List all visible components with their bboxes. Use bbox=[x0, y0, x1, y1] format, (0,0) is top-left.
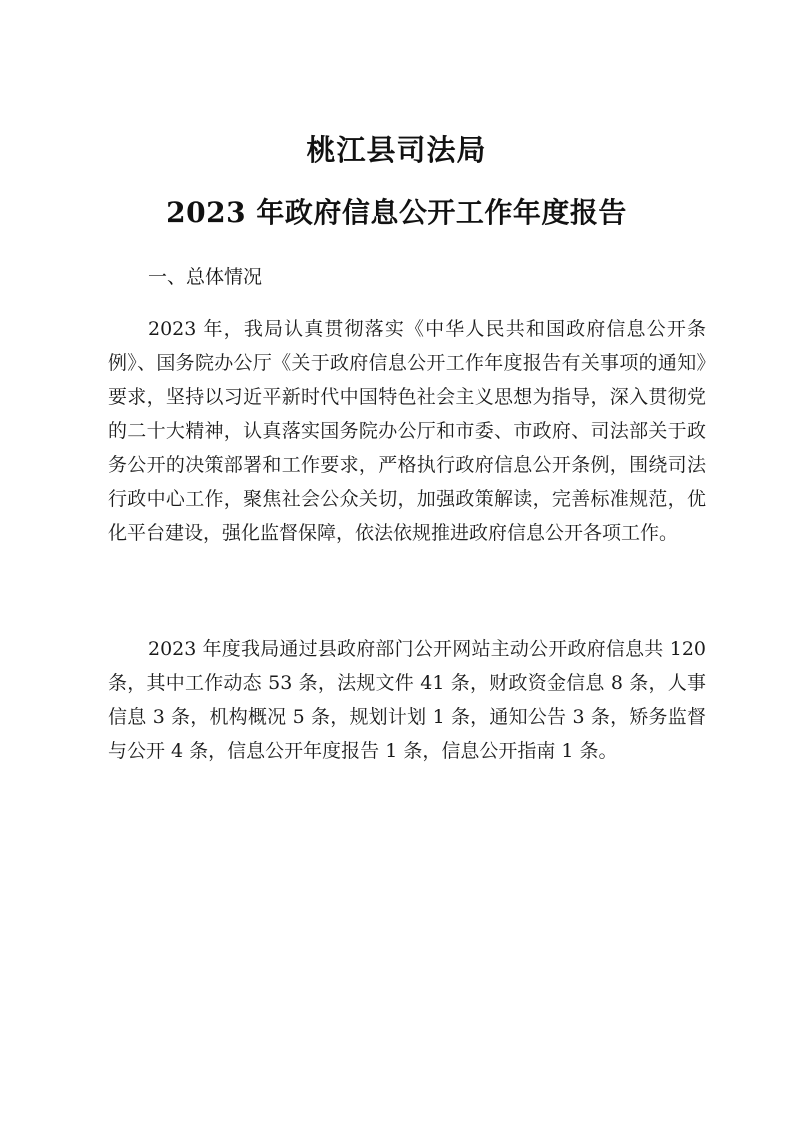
document-subtitle: 2023 年政府信息公开工作年度报告 bbox=[166, 196, 627, 229]
paragraph-overview: 2023 年，我局认真贯彻落实《中华人民共和国政府信息公开条例》、国务院办公厅《关于政府信息公开工作年度报告有关事项的通知》要求，坚持以习近平新时代中国特色社会主义思想为指导，深入贯彻党的二十大精神，认真落实国务院办公厅和市委、市政府、司法部关于政务公开的决策部署和工作要求，严格执行政府信息公开条例，围绕司法行政中心工作，聚焦社会公众关切，加强政策解读，完善标准规范，优化平台建设，强化监督保障，依法依规推进政府信息公开各项工作。 bbox=[108, 318, 706, 544]
section-heading: 一、总体情况 bbox=[148, 266, 263, 288]
paragraph-statistics: 2023 年度我局通过县政府部门公开网站主动公开政府信息共 120 条，其中工作动态 53 条，法规文件 41 条，财政资金信息 8 条，人事信息 3 条，机构概况 5 条，规划计划 1 条，通知公告 3 条，矫务监督与公开 4 条，信息公开年度报告 1 条，信息公开指南 1 条。 bbox=[108, 638, 706, 762]
document-title: 桃江县司法局 bbox=[306, 133, 487, 167]
